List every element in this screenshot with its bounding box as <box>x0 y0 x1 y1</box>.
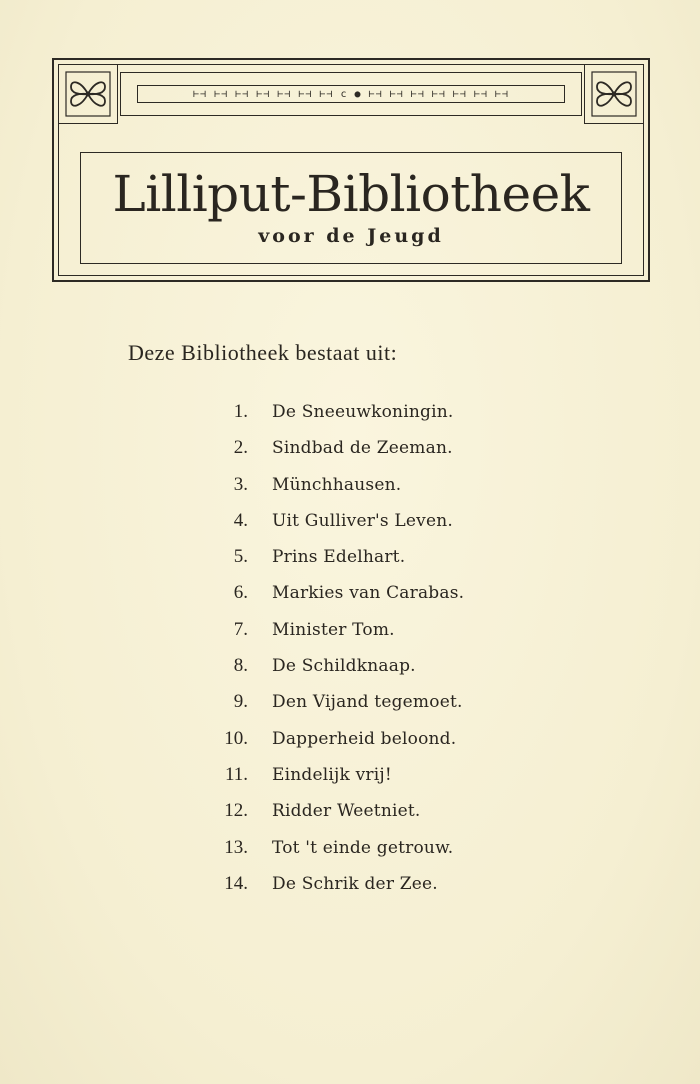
list-item <box>0 503 700 539</box>
item-title: Ridder Weetniet. <box>272 801 421 822</box>
item-number: 5. <box>233 546 248 568</box>
title-box <box>80 152 622 264</box>
list-item <box>0 612 700 648</box>
floral-ornament-icon <box>58 64 118 124</box>
list-item <box>0 394 700 430</box>
list-item <box>0 467 700 503</box>
list-item <box>0 648 700 684</box>
list-item <box>0 539 700 575</box>
item-title: Sindbad de Zeeman. <box>272 438 453 459</box>
list-item <box>0 721 700 757</box>
item-number: 8. <box>233 655 248 677</box>
item-number: 6. <box>233 582 248 604</box>
item-title: Dapperheid beloond. <box>272 728 457 749</box>
list-item <box>0 684 700 720</box>
item-number: 13. <box>224 836 248 858</box>
item-number: 1. <box>233 401 248 422</box>
list-item <box>0 575 700 611</box>
item-title: Uit Gulliver's Leven. <box>272 510 453 531</box>
item-number: 11. <box>224 763 248 785</box>
intro-text: Deze Bibliotheek bestaat uit: <box>128 340 398 365</box>
item-number: 9. <box>233 691 248 713</box>
ornament-strip: ⊢⊣ ⊢⊣ ⊢⊣ ⊢⊣ ⊢⊣ ⊢⊣ ⊢⊣ c ● ⊢⊣ ⊢⊣ ⊢⊣ ⊢⊣ ⊢⊣ ⊢⊣ ⊢⊣ <box>137 85 565 103</box>
ornament-band <box>120 72 582 116</box>
item-title: Minister Tom. <box>272 619 395 640</box>
floral-ornament-icon <box>584 64 644 124</box>
item-title: Prins Edelhart. <box>272 547 406 568</box>
item-number: 12. <box>224 800 248 822</box>
header-frame <box>52 58 650 282</box>
item-title: De Sneeuwkoningin. <box>272 402 454 422</box>
list-item <box>0 430 700 466</box>
page-subtitle: voor de Jeugd <box>258 225 444 247</box>
item-number: 2. <box>233 437 248 459</box>
page-title: Lilliput-Bibliotheek <box>112 165 590 223</box>
list-item <box>0 830 700 866</box>
book-list <box>0 394 700 902</box>
item-title: Tot 't einde getrouw. <box>272 837 454 858</box>
item-title: De Schildknaap. <box>272 656 416 677</box>
item-number: 10. <box>224 727 248 749</box>
item-number: 14. <box>224 872 248 894</box>
item-number: 3. <box>233 473 248 495</box>
list-item <box>0 793 700 829</box>
item-number: 7. <box>233 618 248 640</box>
item-title: Münchhausen. <box>272 474 402 495</box>
list-item <box>0 757 700 793</box>
item-title: Markies van Carabas. <box>272 583 465 604</box>
item-title: Eindelijk vrij! <box>272 764 392 785</box>
list-item <box>0 866 700 902</box>
item-title: De Schrik der Zee. <box>272 873 438 894</box>
item-title: Den Vijand tegemoet. <box>272 692 463 713</box>
item-number: 4. <box>233 509 248 531</box>
